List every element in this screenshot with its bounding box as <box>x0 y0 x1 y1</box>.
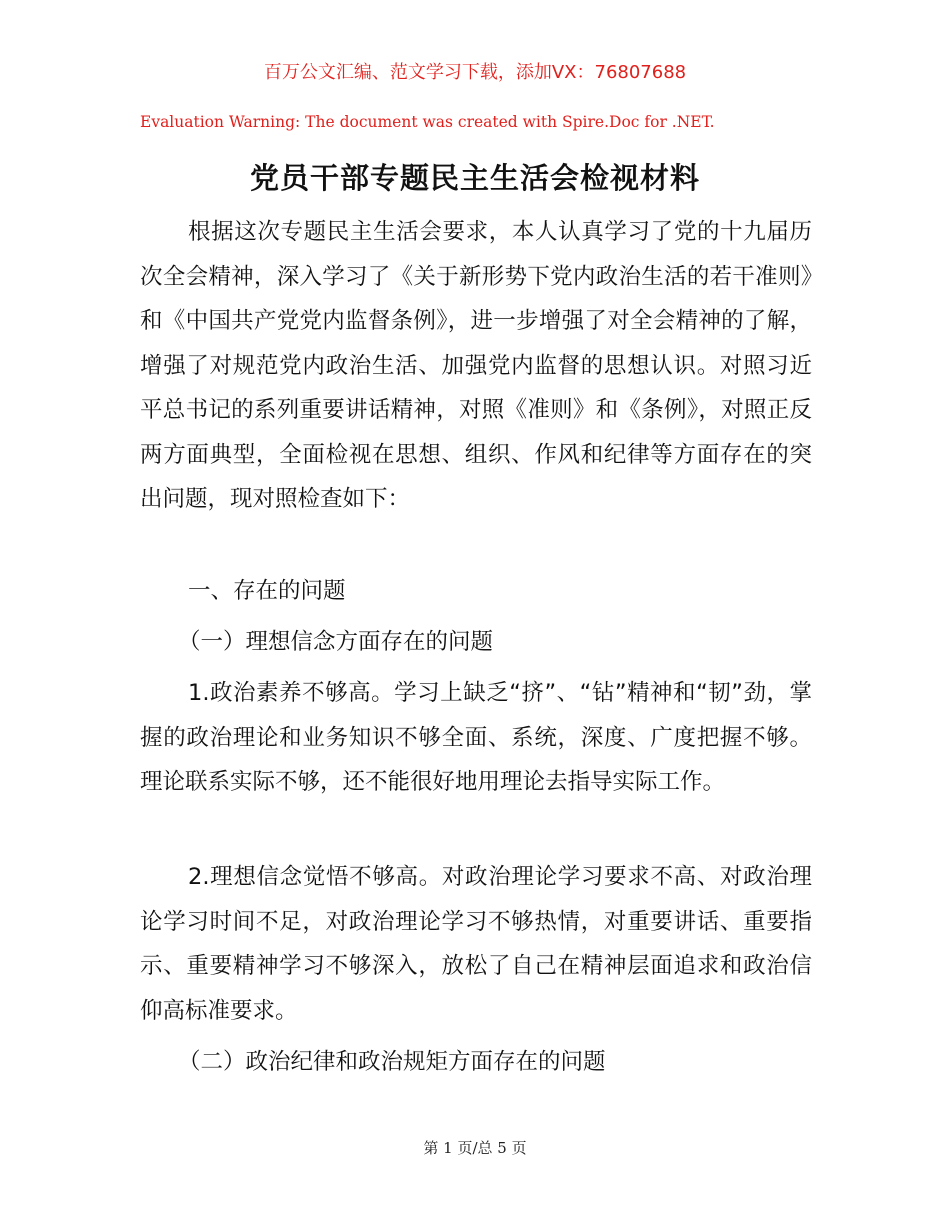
page-indicator: 第 1 页/总 5 页 <box>423 1139 527 1157</box>
subsection-one-heading: （一）理想信念方面存在的问题 <box>178 629 494 655</box>
subsection-two-heading: （二）政治纪律和政治规矩方面存在的问题 <box>178 1049 606 1075</box>
header-ad-text: 百万公文汇编、范文学习下载，添加VX：76807688 <box>263 62 687 83</box>
item-one-paragraph: 1.政治素养不够高。学习上缺乏“挤”、“钻”精神和“韧”劲，掌握的政治理论和业务知识不够全面、系统，深度、广度把握不够。理论联系实际不够，还不能很好地用理论去指导实际工作。 <box>140 680 812 795</box>
section-one-heading: 一、存在的问题 <box>188 578 346 604</box>
item-two-paragraph: 2.理想信念觉悟不够高。对政治理论学习要求不高、对政治理论学习时间不足，对政治理论学习不够热情，对重要讲话、重要指示、重要精神学习不够深入，放松了自己在精神层面追求和政治信仰高标准要求。 <box>140 864 812 1024</box>
evaluation-warning: Evaluation Warning: The document was created with Spire.Doc for .NET. <box>140 113 715 131</box>
intro-paragraph: 根据这次专题民主生活会要求，本人认真学习了党的十九届历次全会精神，深入学习了《关于新形势下党内政治生活的若干准则》和《中国共产党党内监督条例》，进一步增强了对全会精神的了解，增强了对规范党内政治生活、加强党内监督的思想认识。对照习近平总书记的系列重要讲话精神，对照《准则》和《条例》，对照正反两方面典型，全面检视在思想、组织、作风和纪律等方面存在的突出问题，现对照检查如下： <box>140 219 812 512</box>
document-title: 党员干部专题民主生活会检视材料 <box>249 161 700 195</box>
